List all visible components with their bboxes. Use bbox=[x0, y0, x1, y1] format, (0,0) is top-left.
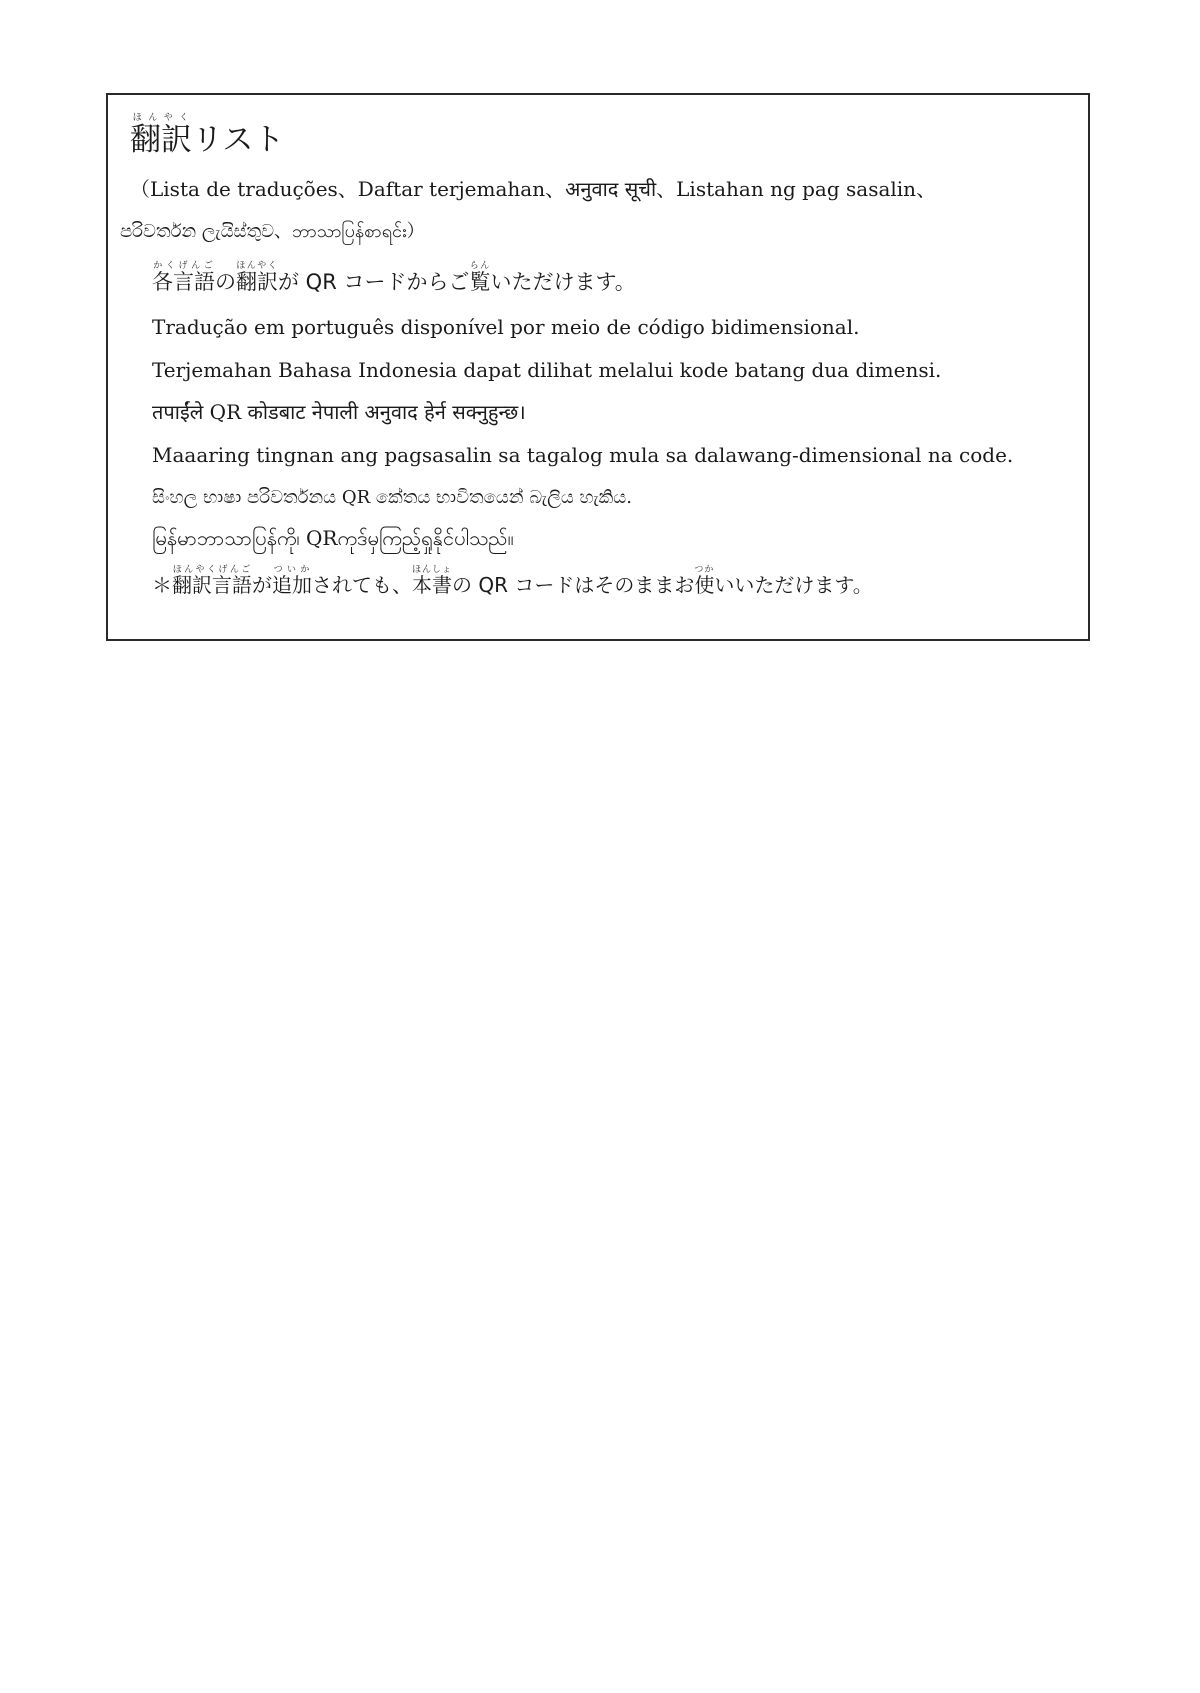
ruby-base: 覧 bbox=[469, 270, 491, 294]
nepali-text: तपाईंले QR कोडबाट नेपाली अनुवाद हेर्न सक्नुहुन्छ। bbox=[152, 400, 526, 424]
ruby-reading: かくげんご bbox=[152, 261, 215, 271]
text-segment: が QR コードからご bbox=[278, 270, 470, 294]
page-title bbox=[130, 113, 284, 156]
text-segment: されても、 bbox=[312, 573, 412, 597]
ruby-base: 使 bbox=[694, 573, 715, 597]
ruby-base: 各言語 bbox=[152, 270, 215, 294]
ruby-reading: ほんやく bbox=[236, 261, 278, 271]
ruby-reading: ついか bbox=[272, 565, 312, 575]
japanese-lead-text bbox=[152, 261, 636, 293]
ruby-kakugengo bbox=[152, 261, 215, 294]
title-reading: ほんやく bbox=[130, 113, 192, 123]
text-segment: が bbox=[252, 573, 272, 597]
ruby-reading: ほんしょ bbox=[412, 565, 453, 575]
ruby-honyaku bbox=[236, 261, 278, 294]
ruby-base: 翻訳 bbox=[236, 270, 278, 294]
text-segment: いただけます。 bbox=[490, 270, 636, 294]
title-suffix: リスト bbox=[192, 122, 285, 158]
footnote bbox=[152, 565, 873, 595]
asterisk-mark: ＊ bbox=[152, 573, 172, 597]
indonesian-text: Terjemahan Bahasa Indonesia dapat dilihat melalui kode batang dua dimensi. bbox=[152, 358, 942, 382]
ruby-base: 翻訳言語 bbox=[172, 573, 252, 597]
ruby-ran bbox=[469, 261, 491, 294]
title-ruby bbox=[130, 113, 192, 158]
translation-list-box bbox=[106, 93, 1090, 641]
ruby-reading: らん bbox=[469, 261, 491, 271]
sinhala-text: සිංහල භාෂා පරිවර්තනය QR කේතය භාවිතයෙන් බැලිය හැකිය. bbox=[152, 487, 632, 508]
ruby-base: 追加 bbox=[272, 573, 312, 597]
title-kanji: 翻訳 bbox=[130, 122, 192, 158]
ruby-reading: つか bbox=[694, 565, 715, 575]
ruby-tsuka bbox=[694, 565, 715, 597]
text-segment: の bbox=[215, 270, 236, 294]
languages-line-2: පරිවර්තන ලැයිස්තුව、ဘာသာပြန်စာရင်း） bbox=[120, 221, 425, 242]
burmese-text: မြန်မာဘာသာပြန်ကို၊ QRကုဒ်မှကြည့်ရှုနိုင်ပါသည်။ bbox=[152, 526, 514, 550]
ruby-reading: ほんやくげんご bbox=[172, 565, 252, 575]
ruby-tsuika bbox=[272, 565, 312, 597]
text-segment: いいただけます。 bbox=[714, 573, 873, 597]
ruby-honyakugengo bbox=[172, 565, 252, 597]
ruby-honsho bbox=[412, 565, 453, 597]
tagalog-text: Maaaring tingnan ang pagsasalin sa tagalog mula sa dalawang-dimensional na code. bbox=[152, 443, 1014, 467]
languages-line-1: （Lista de traduções、Daftar terjemahan、अनुवाद सूची、Listahan ng pag sasalin、 bbox=[130, 177, 937, 201]
ruby-base: 本書 bbox=[412, 573, 453, 597]
text-segment: の QR コードはそのままお bbox=[452, 573, 695, 597]
portuguese-text: Tradução em português disponível por meio de código bidimensional. bbox=[152, 315, 860, 339]
